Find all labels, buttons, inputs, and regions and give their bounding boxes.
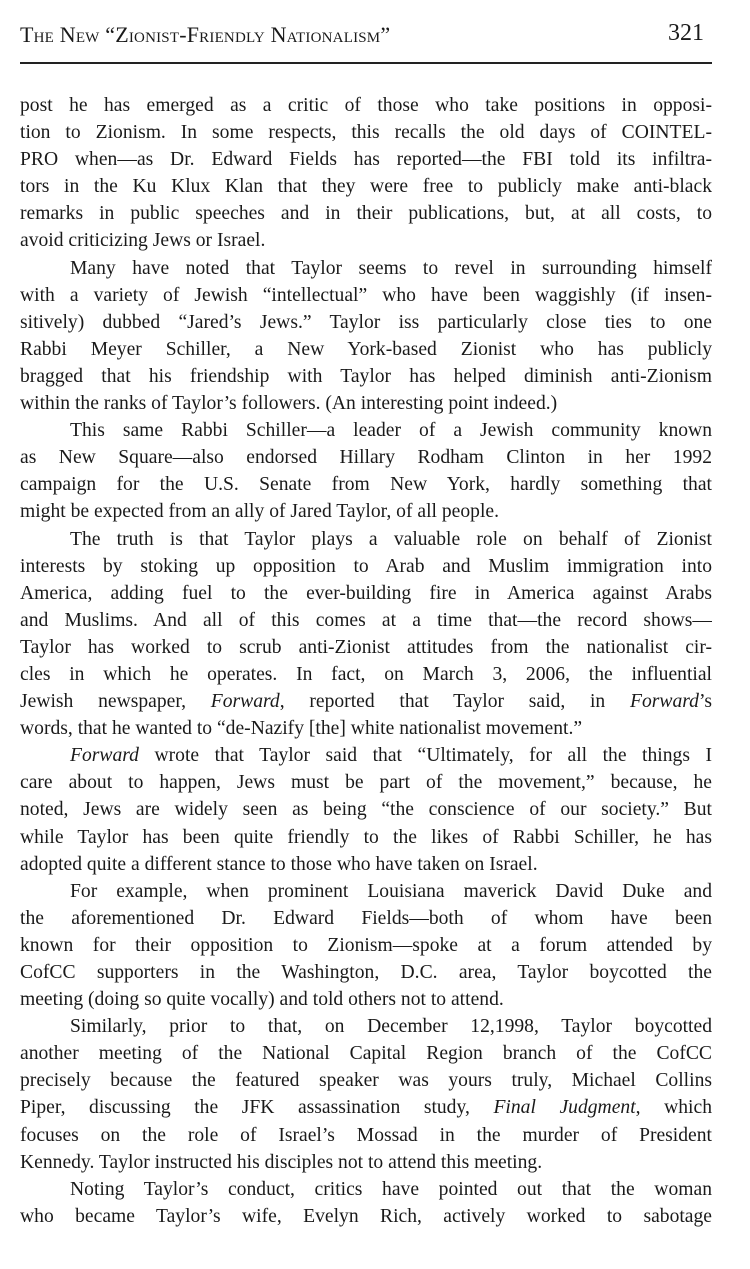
page-number: 321 — [668, 20, 704, 46]
text-line: Many have noted that Taylor seems to revel in surrounding himself — [70, 257, 712, 279]
text-run: Jewish newspaper, — [20, 691, 211, 713]
text-line: Noting Taylor’s conduct, critics have pointed out that the woman — [70, 1178, 712, 1200]
text-line: within the ranks of Taylor’s followers. (An interesting point indeed.) — [20, 393, 558, 415]
book-page — [20, 0, 712, 1230]
text-line: Taylor has worked to scrub anti-Zionist attitudes from the nationalist cir- — [20, 636, 712, 658]
text-line: meeting (doing so quite vocally) and told others not to attend. — [20, 989, 504, 1011]
text-line: cles in which he operates. In fact, on March 3, 2006, the influential — [20, 663, 712, 685]
text-line: another meeting of the National Capital Region branch of the CofCC — [20, 1043, 712, 1065]
text-line: CofCC supporters in the Washington, D.C. area, Taylor boycotted the — [20, 962, 712, 983]
italic-title: Forward — [629, 691, 699, 713]
text-line: tion to Zionism. In some respects, this recalls the old days of COINTEL- — [20, 122, 712, 144]
text-line: Similarly, prior to that, on December 12,1998, Taylor boycotted — [70, 1016, 712, 1038]
text-line: post he has emerged as a critic of those who take positions in opposi- — [20, 95, 712, 116]
text-line: Rabbi Meyer Schiller, a New York-based Zionist who has publicly — [20, 338, 712, 360]
text-run: wrote that Taylor said that “Ultimately, for all the things I — [138, 745, 712, 767]
text-line: who became Taylor’s wife, Evelyn Rich, actively worked to sabotage — [20, 1205, 712, 1227]
text-line: campaign for the U.S. Senate from New York, hardly something that — [20, 474, 712, 496]
italic-title: Final Judgment — [493, 1097, 636, 1119]
text-line: as New Square—also endorsed Hillary Rodham Clinton in her 1992 — [20, 447, 712, 469]
running-header — [20, 0, 712, 64]
text-line: noted, Jews are widely seen as being “the conscience of our society.” But — [20, 799, 712, 821]
body-text — [20, 92, 712, 1230]
text-line: adopted quite a different stance to those who have taken on Israel. — [20, 853, 538, 875]
text-line — [20, 1094, 712, 1121]
text-line: This same Rabbi Schiller—a leader of a Jewish community known — [70, 420, 712, 442]
text-line: and Muslims. And all of this comes at a time that—the record shows— — [20, 609, 712, 631]
text-line — [20, 742, 712, 769]
text-line: America, adding fuel to the ever-building fire in America against Arabs — [20, 582, 712, 604]
text-line: the aforementioned Dr. Edward Fields—both of whom have been — [20, 907, 712, 929]
text-line: care about to happen, Jews must be part of the movement,” because, he — [20, 772, 712, 794]
text-line: known for their opposition to Zionism—spoke at a forum attended by — [20, 934, 712, 956]
text-line: avoid criticizing Jews or Israel. — [20, 230, 266, 252]
text-line: PRO when—as Dr. Edward Fields has reported—the FBI told its infiltra- — [20, 149, 712, 171]
italic-title: Forward — [70, 745, 139, 767]
text-line — [20, 688, 712, 715]
text-line: tors in the Ku Klux Klan that they were free to publicly make anti-black — [20, 176, 712, 198]
text-line: The truth is that Taylor plays a valuable role on behalf of Zionist — [70, 528, 712, 550]
text-line: precisely because the featured speaker was yours truly, Michael Collins — [20, 1070, 712, 1092]
text-run: ’s — [698, 691, 712, 713]
text-line: while Taylor has been quite friendly to the likes of Rabbi Schiller, he has — [20, 826, 712, 848]
text-line: sitively) dubbed “Jared’s Jews.” Taylor iss particularly close ties to one — [20, 311, 712, 333]
text-line: remarks in public speeches and in their publications, but, at all costs, to — [20, 203, 712, 225]
text-line: bragged that his friendship with Taylor has helped diminish anti-Zionism — [20, 365, 712, 387]
text-line: focuses on the role of Israel’s Mossad in the murder of President — [20, 1124, 712, 1146]
text-line: For example, when prominent Louisiana maverick David Duke and — [70, 880, 712, 902]
text-line: might be expected from an ally of Jared Taylor, of all people. — [20, 501, 499, 523]
running-title: The New “Zionist-Friendly Nationalism” — [20, 22, 391, 47]
text-run: Piper, discussing the JFK assassination study, — [20, 1097, 494, 1119]
text-line: with a variety of Jewish “intellectual” who have been waggishly (if insen- — [20, 284, 712, 306]
text-line: interests by stoking up opposition to Arab and Muslim immigration into — [20, 555, 712, 577]
text-run: , reported that Taylor said, in — [279, 691, 630, 713]
text-line: Kennedy. Taylor instructed his disciples not to attend this meeting. — [20, 1151, 543, 1173]
italic-title: Forward — [210, 691, 280, 713]
text-line: words, that he wanted to “de-Nazify [the] white nationalist movement.” — [20, 718, 583, 740]
text-run: , which — [635, 1097, 712, 1119]
